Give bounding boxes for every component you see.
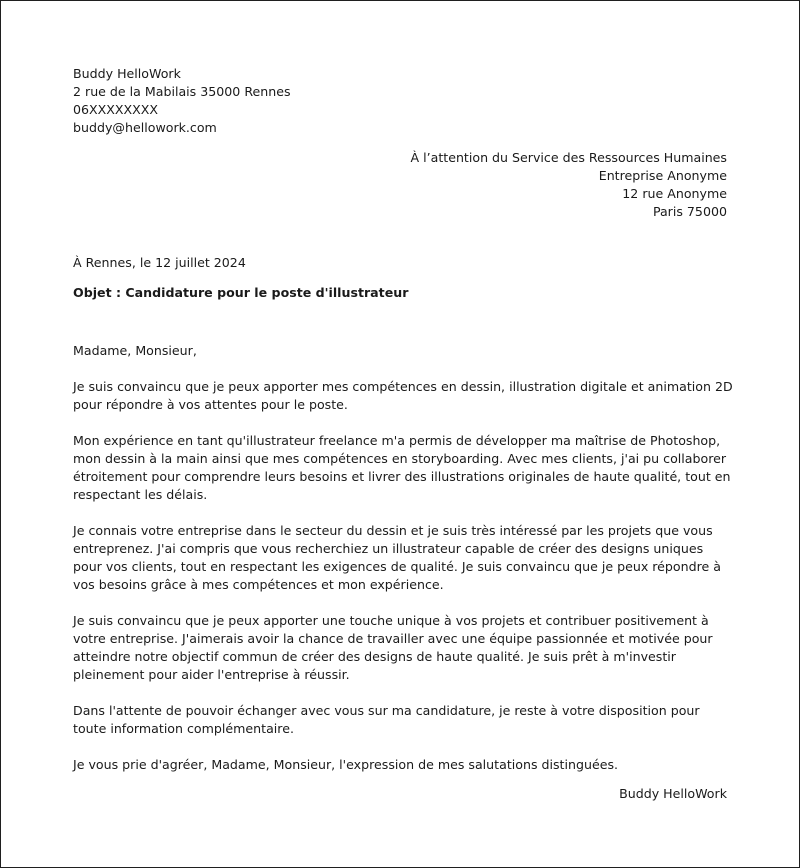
signature: Buddy HelloWork	[619, 786, 727, 801]
body-paragraph: Je connais votre entreprise dans le secteur du dessin et je suis très intéressé par les projets que vous entreprenez. J'ai compris que vous recherchiez un illustrateur capable de créer des designs uniques pour vos clients, tout en respectant les exigences de qualité. Je suis convaincu que je peux répondre à vos besoins grâce à mes compétences et mon expérience.	[73, 523, 721, 592]
recipient-company: Entreprise Anonyme	[598, 168, 727, 183]
recipient-block	[410, 149, 727, 221]
sender-block	[73, 65, 291, 137]
recipient-street: 12 rue Anonyme	[622, 186, 727, 201]
sender-phone: 06XXXXXXXX	[73, 102, 159, 117]
recipient-attention: À l’attention du Service des Ressources Humaines	[410, 150, 727, 165]
place-date: À Rennes, le 12 juillet 2024	[73, 255, 246, 270]
sender-email: buddy@hellowork.com	[73, 120, 217, 135]
letter-body	[73, 342, 733, 792]
sender-name: Buddy HelloWork	[73, 66, 181, 81]
salutation: Madame, Monsieur,	[73, 343, 197, 358]
subject-line: Objet : Candidature pour le poste d'illustrateur	[73, 285, 409, 300]
recipient-city: Paris 75000	[652, 204, 727, 219]
body-paragraph: Je suis convaincu que je peux apporter une touche unique à vos projets et contribuer positivement à votre entreprise. J'aimerais avoir la chance de travailler avec une équipe passionnée et motivée pour atteindre notre objectif commun de créer des designs de haute qualité. Je suis prêt à m'investir pleinement pour aider l'entreprise à réussir.	[73, 613, 713, 682]
sender-address: 2 rue de la Mabilais 35000 Rennes	[73, 84, 291, 99]
body-paragraph: Mon expérience en tant qu'illustrateur freelance m'a permis de développer ma maîtrise de Photoshop, mon dessin à la main ainsi que mes compétences en storyboarding. Avec mes clients, j'ai pu collaborer étroitement pour comprendre leurs besoins et livrer des illustrations originales de haute qualité, tout en respectant les délais.	[73, 433, 731, 502]
body-paragraph: Je suis convaincu que je peux apporter mes compétences en dessin, illustration digitale et animation 2D pour répondre à vos attentes pour le poste.	[73, 379, 733, 412]
body-paragraph: Dans l'attente de pouvoir échanger avec vous sur ma candidature, je reste à votre disposition pour toute information complémentaire.	[73, 703, 700, 736]
closing-formula: Je vous prie d'agréer, Madame, Monsieur, l'expression de mes salutations distinguées.	[73, 757, 619, 772]
